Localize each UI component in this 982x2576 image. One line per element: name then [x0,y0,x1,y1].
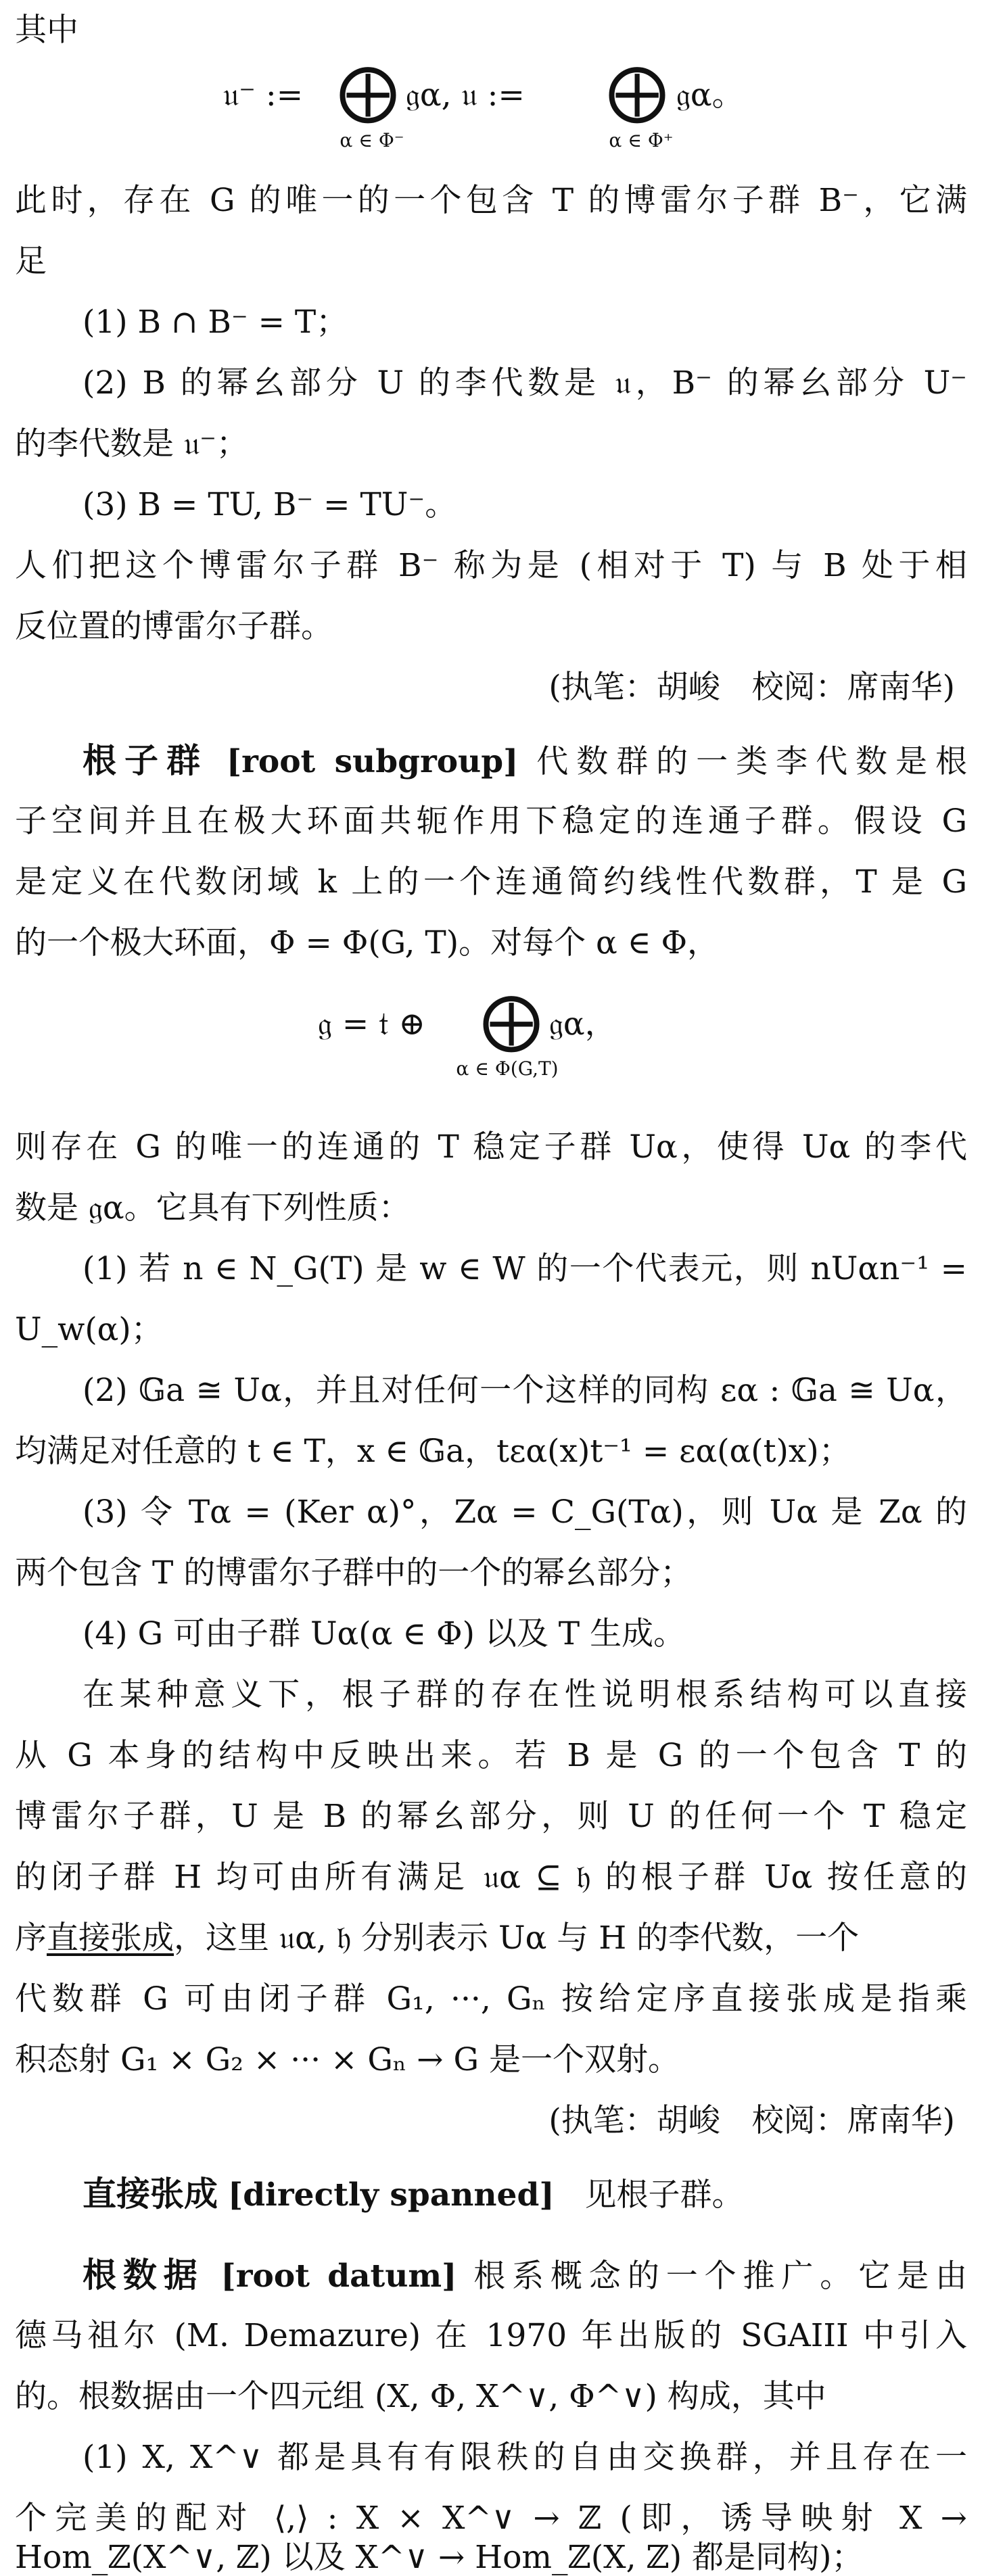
list-item: (3) B = TU, B⁻ = TU⁻。 [83,486,457,523]
eq1-right: 𝔤α。 [676,76,744,114]
entry-english-term: [root subgroup] [226,743,519,780]
entry-term: 根数据 [83,2255,204,2295]
text-line: 博雷尔子群，U 是 B 的幂幺部分，则 U 的任何一个 T 稳定 [15,1798,967,1835]
text-line: 是定义在代数闭域 k 上的一个连通简约线性代数群，T 是 G [15,863,967,901]
text-line: 人们把这个博雷尔子群 B⁻ 称为是 (相对于 T) 与 B 处于相 [15,547,967,584]
text-line: 的闭子群 H 均可由所有满足 𝔲α ⊆ 𝔥 的根子群 Uα 按任意的 [15,1859,967,1896]
direct-sum-symbol: ⨁ [607,56,667,126]
text-line: U_w(α)； [15,1311,163,1348]
eq1-mid: 𝔤α, 𝔲 := [406,76,525,114]
text-line: Hom_ℤ(X^∨, ℤ) 以及 X^∨ → Hom_ℤ(X, ℤ) 都是同构)； [15,2539,864,2576]
text-line: 其中 [15,11,78,49]
text-line: 个完美的配对 ⟨,⟩ : X × X^∨ → ℤ (即，诱导映射 X → [15,2500,967,2537]
entry-heading-root-subgroup [83,730,967,792]
text-line: 德马祖尔 (M. Demazure) 在 1970 年出版的 SGAIII 中引入 [15,2317,967,2354]
text-line: 的。根数据由一个四元组 (X, Φ, X^∨, Φ^∨) 构成，其中 [15,2378,826,2415]
entry-term: 根子群 [83,740,208,780]
author-credit: (执笔：胡峻 校阅：席南华) [548,669,955,706]
text-line: 均满足对任意的 t ∈ T，x ∈ 𝔾a，tεα(x)t⁻¹ = εα(α(t)x)； [15,1433,851,1470]
eq1-index-plus: α ∈ Φ⁺ [609,129,674,151]
entry-definition-start: 根系概念的一个推广。它是由 [473,2258,968,2295]
text-line: 在某种意义下，根子群的存在性说明根系结构可以直接 [83,1676,967,1713]
text-fragment: 序 [15,1919,47,1957]
text-line: 的李代数是 𝔲⁻； [15,425,248,462]
eq2-index: α ∈ Φ(G,T) [456,1057,559,1080]
text-line: 数是 𝔤α。它具有下列性质： [15,1189,411,1226]
text-line: 此时，存在 G 的唯一的一个包含 T 的博雷尔子群 B⁻，它满 [15,182,967,219]
list-item: (2) 𝔾a ≅ Uα，并且对任何一个这样的同构 εα : 𝔾a ≅ Uα， [83,1372,967,1409]
list-item: (2) B 的幂幺部分 U 的李代数是 𝔲，B⁻ 的幂幺部分 U⁻ [83,364,967,402]
entry-term: 直接张成 [83,2174,218,2214]
list-item: (1) 若 n ∈ N_G(T) 是 w ∈ W 的一个代表元，则 nUαn⁻¹ = [83,1250,967,1287]
entry-english-term: [root datum] [220,2258,457,2295]
direct-sum-symbol: ⨁ [482,985,541,1055]
list-item: (1) B ∩ B⁻ = T； [83,304,348,341]
text-line: 代数群 G 可由闭子群 G₁, ···, Gₙ 按给定序直接张成是指乘 [15,1980,967,2018]
direct-sum-symbol: ⨁ [338,56,398,126]
entry-english-term: [directly spanned] [227,2176,555,2214]
entry-definition-start: 代数群的一类李代数是根 [536,743,968,780]
text-line: 子空间并且在极大环面共轭作用下稳定的连通子群。假设 G [15,803,967,840]
eq1-index-minus: α ∈ Φ⁻ [340,129,404,151]
text-line: 积态射 G₁ × G₂ × ··· × Gₙ → G 是一个双射。 [15,2041,680,2078]
text-line: 则存在 G 的唯一的连通的 T 稳定子群 Uα，使得 Uα 的李代 [15,1128,967,1166]
text-line: 的一个极大环面，Φ = Φ(G, T)。对每个 α ∈ Φ， [15,924,719,961]
eq2-right: 𝔤α， [549,1005,617,1043]
cross-reference-link[interactable]: 直接张成 [47,1919,174,1957]
author-credit: (执笔：胡峻 校阅：席南华) [548,2102,955,2139]
text-line [15,1908,967,1969]
entry-heading-directly-spanned [83,2164,967,2226]
eq1-left: 𝔲⁻ := [223,76,304,114]
list-item: (4) G 可由子群 Uα(α ∈ Φ) 以及 T 生成。 [83,1615,686,1652]
entry-heading-root-datum [83,2245,967,2307]
list-item: (3) 令 Tα = (Ker α)°，Zα = C_G(Tα)，则 Uα 是 Zα 的 [83,1494,967,1531]
eq2-left: 𝔤 = 𝔱 ⊕ [318,1005,425,1043]
list-item: (1) X, X^∨ 都是具有有限秩的自由交换群，并且存在一 [83,2439,967,2476]
text-line: 足 [15,243,47,280]
entry-definition: 见根子群。 [584,2176,744,2214]
text-fragment: ，这里 𝔲α, 𝔥 分别表示 Uα 与 H 的李代数，一个 [174,1919,860,1957]
text-line: 两个包含 T 的博雷尔子群中的一个的幂幺部分； [15,1554,693,1592]
text-line: 反位置的博雷尔子群。 [15,608,333,645]
text-line: 从 G 本身的结构中反映出来。若 B 是 G 的一个包含 T 的 [15,1737,967,1774]
